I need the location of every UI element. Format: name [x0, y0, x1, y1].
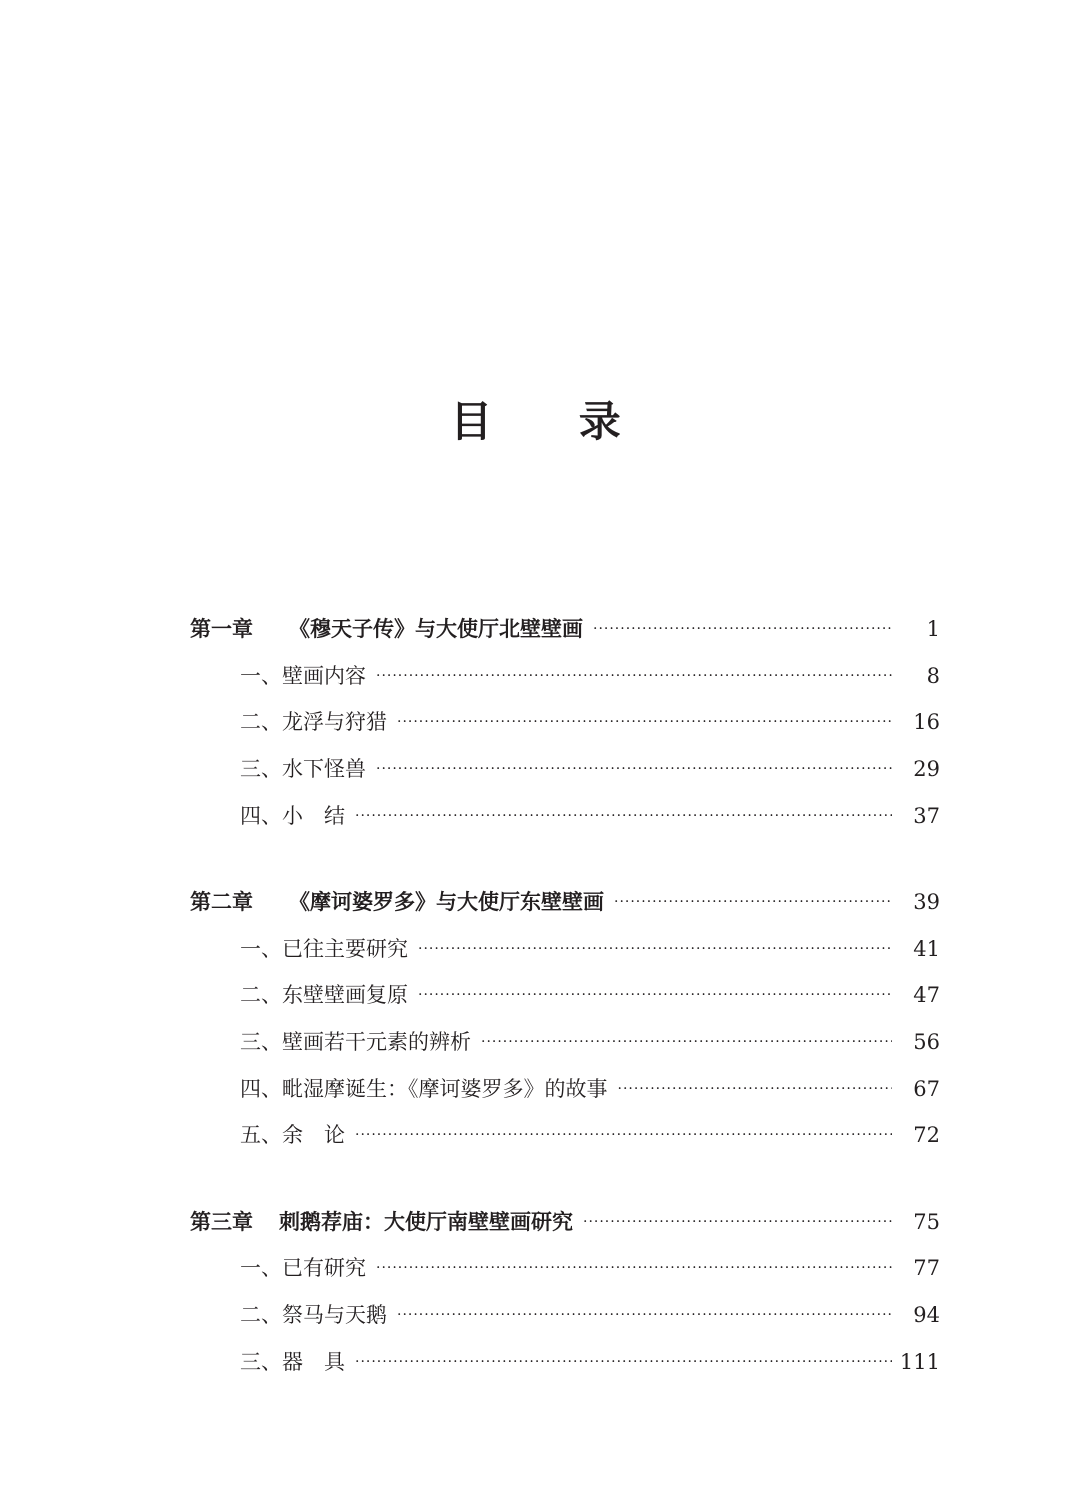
section-label: 四、小 结 [240, 803, 345, 828]
chapter-1 [0, 606, 1071, 839]
section-label: 二、东壁壁画复原 [240, 983, 408, 1008]
chapter-title: 刺鹅荐庙：大使厅南壁壁画研究 [279, 1208, 573, 1234]
section-label: 一、壁画内容 [240, 663, 366, 688]
chapter-3 [0, 1199, 1071, 1385]
section-row[interactable] [0, 972, 1071, 1019]
page-number: 1 [926, 617, 940, 642]
page-number: 16 [913, 710, 940, 735]
chapter-row[interactable] [0, 1199, 1071, 1246]
dot-leader [355, 793, 892, 839]
chapter-label: 第三章 [190, 1208, 253, 1234]
page-number: 8 [926, 663, 940, 688]
dot-leader [355, 1112, 892, 1158]
section-row[interactable] [0, 792, 1071, 839]
page-number: 37 [913, 803, 940, 828]
dot-leader [593, 606, 892, 652]
dot-leader [618, 1066, 893, 1112]
page-title: 目 录 [450, 397, 657, 446]
section-row[interactable] [0, 1245, 1071, 1292]
dot-leader [376, 653, 892, 699]
section-row[interactable] [0, 1065, 1071, 1112]
dot-leader [418, 926, 892, 972]
dot-leader [481, 1019, 892, 1065]
section-label: 三、器 具 [240, 1349, 345, 1374]
dot-leader [614, 879, 892, 925]
section-label: 三、水下怪兽 [240, 757, 366, 782]
page-number: 47 [913, 983, 940, 1008]
dot-leader [397, 1292, 892, 1338]
dot-leader [376, 746, 892, 792]
section-label: 二、祭马与天鹅 [240, 1303, 387, 1328]
chapter-label: 第一章 [190, 616, 253, 642]
chapter-title: 《穆天子传》与大使厅北壁壁画 [289, 616, 583, 642]
section-row[interactable] [0, 653, 1071, 700]
page-number: 72 [913, 1123, 940, 1148]
page-number: 77 [913, 1256, 940, 1281]
chapter-label: 第二章 [190, 889, 253, 915]
dot-leader [583, 1199, 892, 1245]
page-number: 94 [913, 1303, 940, 1328]
dot-leader [355, 1339, 892, 1385]
section-label: 四、毗湿摩诞生：《摩诃婆罗多》的故事 [240, 1076, 608, 1101]
page-number: 111 [899, 1349, 940, 1374]
page-number: 41 [913, 936, 940, 961]
section-row[interactable] [0, 1338, 1071, 1385]
section-row[interactable] [0, 1019, 1071, 1066]
chapter-2 [0, 879, 1071, 1159]
section-label: 三、壁画若干元素的辨析 [240, 1030, 471, 1055]
dot-leader [397, 699, 892, 745]
section-label: 一、已往主要研究 [240, 936, 408, 961]
section-label: 二、龙浮与狩猎 [240, 710, 387, 735]
section-label: 一、已有研究 [240, 1256, 366, 1281]
section-row[interactable] [0, 699, 1071, 746]
page-number: 39 [913, 890, 940, 915]
chapter-row[interactable] [0, 879, 1071, 926]
section-row[interactable] [0, 926, 1071, 973]
section-row[interactable] [0, 1292, 1071, 1339]
dot-leader [418, 972, 892, 1018]
section-label: 五、余 论 [240, 1123, 345, 1148]
page-number: 56 [913, 1030, 940, 1055]
page-number: 29 [913, 757, 940, 782]
table-of-contents [0, 606, 1071, 1425]
page-number: 67 [913, 1076, 940, 1101]
page-number: 75 [913, 1209, 940, 1234]
chapter-row[interactable] [0, 606, 1071, 653]
dot-leader [376, 1245, 892, 1291]
chapter-title: 《摩诃婆罗多》与大使厅东壁壁画 [289, 889, 604, 915]
section-row[interactable] [0, 1112, 1071, 1159]
section-row[interactable] [0, 746, 1071, 793]
